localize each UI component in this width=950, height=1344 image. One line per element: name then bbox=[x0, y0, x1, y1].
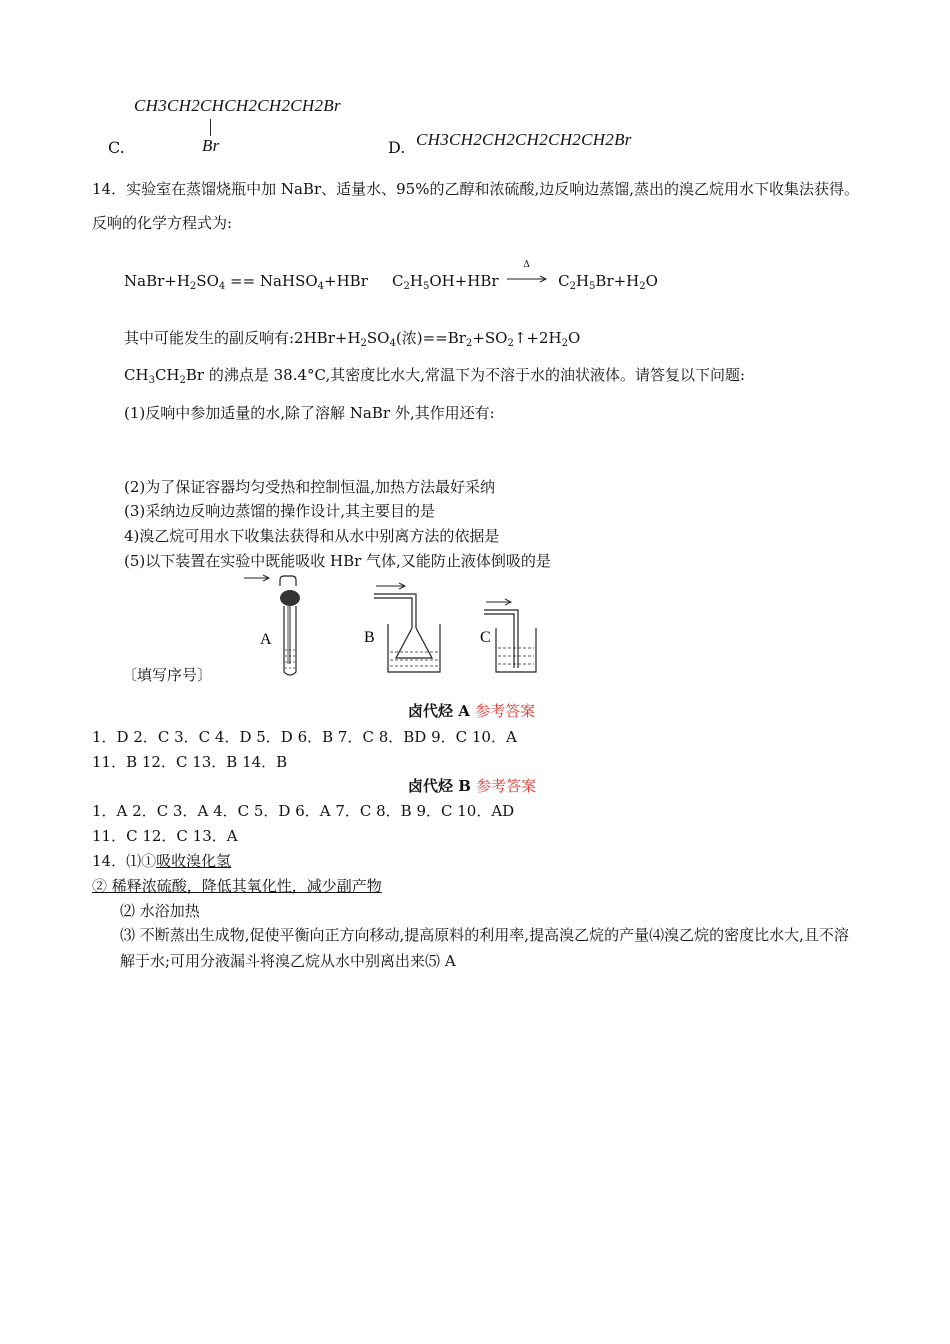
apparatus-a-label: A bbox=[260, 631, 272, 648]
apparatus-b-label: B bbox=[364, 629, 375, 646]
side-reaction: 其中可能发生的副反响有$:2HBr+H_2SO_4$(浓)$==Br_2+SO_2↑+2H_2O$ bbox=[124, 329, 581, 349]
option-c-chain-text: CH3CH2CHCH2CH2CH2Br bbox=[134, 96, 341, 115]
equation-2: $C_2H_5OH+HBr$ Δ $C_2H_5Br+H_2O$ bbox=[392, 260, 658, 292]
answers-b-line1: 1．A 2．C 3．A 4．C 5．D 6．A 7．C 8．B 9．C 10．AD bbox=[92, 802, 515, 820]
sub-question-5: (5)以下装置在实验中既能吸收 HBr 气体,又能防止液体倒吸的是 bbox=[124, 552, 551, 570]
answers-b-q14-1b: ② 稀释浓硫酸，降低其氧化性，减少副产物 bbox=[92, 877, 382, 895]
apparatus-c bbox=[480, 599, 536, 672]
sub-question-2: (2)为了保证容器均匀受热和控制恒温,加热方法最好采纳 bbox=[124, 478, 496, 496]
option-d-label: D. bbox=[388, 138, 406, 157]
option-c-substituent: Br bbox=[202, 136, 220, 155]
apparatus-a bbox=[244, 575, 300, 675]
apparatus-c-label: C bbox=[480, 629, 491, 646]
apparatus-b bbox=[364, 583, 440, 672]
option-c-main-chain bbox=[134, 96, 341, 116]
delta-symbol: Δ bbox=[523, 260, 530, 270]
heat-arrow bbox=[507, 260, 549, 286]
sub-question-4: 4)溴乙烷可用水下收集法获得和从水中别离方法的依据是 bbox=[124, 527, 500, 545]
answers-a-line2: 11．B 12．C 13．B 14．B bbox=[92, 753, 288, 771]
answers-b-q14-prefix: 14．⑴① bbox=[92, 852, 157, 870]
answers-b-title bbox=[408, 775, 536, 796]
answers-a-title-text: 卤代烃 A bbox=[408, 702, 470, 720]
arrow-icon bbox=[507, 274, 549, 284]
sub-question-3: (3)采纳边反响边蒸馏的操作设计,其主要目的是 bbox=[124, 502, 436, 520]
option-c-bond-line bbox=[210, 119, 211, 136]
option-c-label: C. bbox=[108, 138, 125, 157]
q14-intro: 14．实验室在蒸馏烧瓶中加 NaBr、适量水、95%的乙醇和浓硫酸,边反响边蒸馏,蒸出的溴乙烷用水下收集法获得。反响的化学方程式为: bbox=[92, 180, 859, 232]
answers-a-line1: 1．D 2．C 3．C 4．D 5．D 6．B 7．C 8．BD 9．C 10．A bbox=[92, 728, 517, 746]
option-d-chain: CH3CH2CH2CH2CH2CH2Br bbox=[416, 130, 632, 149]
answers-b-q14-2: ⑵ 水浴加热 bbox=[120, 902, 200, 920]
answers-a-title bbox=[408, 700, 535, 721]
answers-b-title-text: 卤代烃 B bbox=[408, 777, 471, 795]
sub-question-1: (1)反响中参加适量的水,除了溶解 NaBr 外,其作用还有: bbox=[124, 404, 495, 422]
answers-a-title-red: 参考答案 bbox=[475, 702, 536, 720]
answers-b-q14-345: ⑶ 不断蒸出生成物,促使平衡向正方向移动,提高原料的利用率,提高溴乙烷的产量⑷溴乙烷的密度比水大,且不溶解于水;可用分液漏斗将溴乙烷从水中别离出来⑸ A bbox=[120, 926, 849, 970]
answers-b-line2: 11．C 12．C 13．A bbox=[92, 827, 238, 845]
property-text: $CH_3CH_2Br$ 的沸点是 38.4°C,其密度比水大,常温下为不溶于水的油状液体。请答复以下问题: bbox=[124, 366, 746, 386]
answers-b-title-red: 参考答案 bbox=[476, 777, 537, 795]
equation-1: $NaBr+H_2SO_4$ == NaHSO$_4$+HBr bbox=[124, 272, 368, 292]
answers-b-q14-line bbox=[92, 850, 231, 871]
fill-hint: 〔填写序号〕 bbox=[122, 666, 213, 684]
apparatus-diagram bbox=[240, 572, 560, 682]
answers-b-q14-1a: 吸收溴化氢 bbox=[156, 852, 232, 870]
